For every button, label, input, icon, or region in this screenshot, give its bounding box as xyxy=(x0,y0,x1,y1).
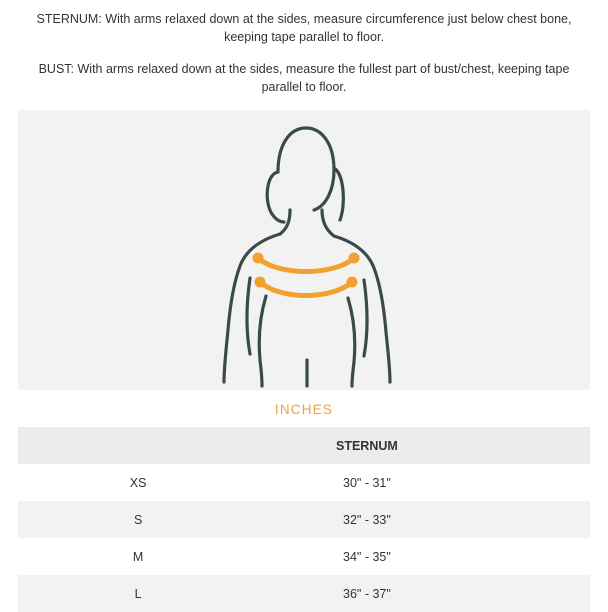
row-size-label: S xyxy=(18,501,258,538)
tape-sternum xyxy=(260,282,352,296)
row-size-label: M xyxy=(18,538,258,575)
instruction-sternum-text: With arms relaxed down at the sides, measure circumference just below chest bone, keeping tape parallel to floor. xyxy=(101,12,572,44)
instructions-block xyxy=(0,0,608,96)
tape-bust-end-left xyxy=(253,253,264,264)
instruction-sternum-term: STERNUM: xyxy=(36,12,102,26)
row-size-label: XS xyxy=(18,464,258,501)
table-row xyxy=(18,538,590,575)
table-row xyxy=(18,501,590,538)
head-outline xyxy=(278,128,334,210)
torso-left-outline xyxy=(224,234,280,382)
row-extra-value xyxy=(476,538,590,575)
arm-right-inner xyxy=(364,280,367,356)
hair-right xyxy=(334,168,343,220)
row-sternum-value: 32" - 33" xyxy=(258,501,475,538)
instruction-bust-text: With arms relaxed down at the sides, measure the fullest part of bust/chest, keeping tape parallel to floor. xyxy=(74,62,570,94)
table-row xyxy=(18,575,590,612)
torso-right-outline xyxy=(334,236,390,382)
row-extra-value xyxy=(476,464,590,501)
hair-left xyxy=(267,172,284,222)
table-row xyxy=(18,464,590,501)
size-table-body xyxy=(18,464,590,612)
table-header-row xyxy=(18,427,590,464)
row-size-label: L xyxy=(18,575,258,612)
tape-bust xyxy=(258,258,354,272)
instruction-sternum xyxy=(22,10,586,46)
tape-bust-end-right xyxy=(349,253,360,264)
instruction-bust-term: BUST: xyxy=(38,62,75,76)
neck-right xyxy=(322,210,334,236)
waist-left xyxy=(259,296,266,386)
instruction-bust xyxy=(22,60,586,96)
waist-right xyxy=(348,298,355,386)
units-label: INCHES xyxy=(274,402,334,417)
row-sternum-value: 36" - 37" xyxy=(258,575,475,612)
arm-left-inner xyxy=(247,278,250,354)
table-header-size xyxy=(18,427,258,464)
female-torso-measurement-diagram xyxy=(154,110,454,390)
row-sternum-value: 30" - 31" xyxy=(258,464,475,501)
tape-sternum-end-left xyxy=(255,277,266,288)
row-extra-value xyxy=(476,501,590,538)
table-header-sternum: STERNUM xyxy=(258,427,475,464)
tape-sternum-end-right xyxy=(347,277,358,288)
row-sternum-value: 34" - 35" xyxy=(258,538,475,575)
table-header-blank xyxy=(476,427,590,464)
size-table xyxy=(18,427,590,612)
size-table-head xyxy=(18,427,590,464)
figure-panel xyxy=(18,110,590,390)
row-extra-value xyxy=(476,575,590,612)
